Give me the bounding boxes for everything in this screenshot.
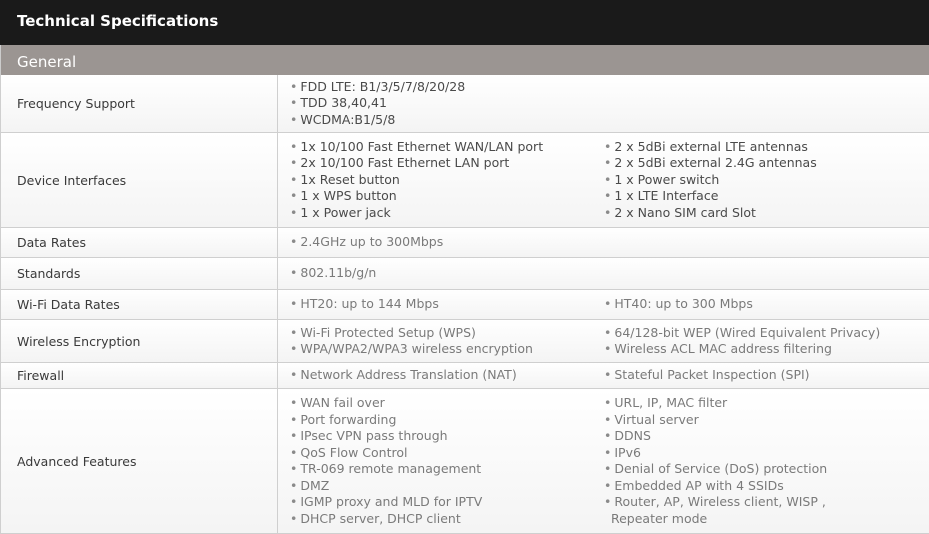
spec-item bbox=[290, 112, 590, 129]
bullet-icon: • bbox=[604, 341, 612, 356]
spec-item-text: Stateful Packet Inspection (SPI) bbox=[614, 367, 810, 383]
spec-item bbox=[604, 205, 924, 222]
spec-item-text: 2 x Nano SIM card Slot bbox=[614, 204, 756, 220]
bullet-icon: • bbox=[604, 204, 612, 220]
spec-item-text: Embedded AP with 4 SSIDs bbox=[614, 477, 784, 493]
spec-item bbox=[290, 395, 590, 412]
spec-item-text: 802.11b/g/n bbox=[300, 265, 377, 281]
bullet-icon: • bbox=[604, 138, 612, 154]
row-label: Standards bbox=[1, 258, 278, 289]
spec-item-text: Router, AP, Wireless client, WISP , bbox=[614, 494, 826, 509]
spec-item bbox=[290, 155, 590, 172]
row-label: Device Interfaces bbox=[1, 133, 278, 227]
spec-item-text: DDNS bbox=[614, 428, 651, 443]
bullet-icon bbox=[604, 511, 608, 526]
spec-item-text: HT20: up to 144 Mbps bbox=[300, 296, 439, 312]
bullet-icon: • bbox=[290, 95, 298, 111]
spec-item-text: 2x 10/100 Fast Ethernet LAN port bbox=[300, 155, 510, 171]
spec-item-text: TR-069 remote management bbox=[300, 461, 482, 476]
spec-item bbox=[290, 139, 590, 156]
row-label: Frequency Support bbox=[1, 75, 278, 132]
spec-item bbox=[290, 265, 590, 282]
table-row bbox=[0, 290, 929, 320]
spec-item-text: 1 x Power jack bbox=[300, 204, 391, 220]
bullet-icon: • bbox=[604, 296, 612, 312]
spec-item-text: HT40: up to 300 Mbps bbox=[614, 296, 753, 312]
spec-item bbox=[604, 395, 924, 412]
spec-item bbox=[290, 234, 590, 251]
bullet-icon: • bbox=[604, 411, 612, 427]
spec-item bbox=[604, 511, 924, 528]
spec-item-text: Network Address Translation (NAT) bbox=[300, 367, 517, 383]
bullet-icon: • bbox=[290, 477, 298, 493]
bullet-icon: • bbox=[604, 367, 612, 383]
bullet-icon: • bbox=[290, 78, 298, 94]
table-row bbox=[0, 133, 929, 228]
spec-item-text: Wireless ACL MAC address filtering bbox=[614, 341, 832, 356]
table-row bbox=[0, 389, 929, 534]
spec-item bbox=[604, 412, 924, 429]
spec-item-text: 1 x WPS button bbox=[300, 188, 397, 204]
spec-column bbox=[290, 320, 590, 362]
spec-item-text: 2 x 5dBi external 2.4G antennas bbox=[614, 155, 817, 171]
spec-item bbox=[604, 494, 924, 511]
spec-item bbox=[604, 188, 924, 205]
spec-item bbox=[604, 428, 924, 445]
spec-item-text: Repeater mode bbox=[610, 510, 708, 526]
spec-column bbox=[290, 228, 590, 257]
spec-column bbox=[604, 133, 924, 227]
spec-item-text: 2.4GHz up to 300Mbps bbox=[300, 234, 444, 250]
spec-column bbox=[604, 363, 924, 388]
bullet-icon: • bbox=[290, 395, 298, 410]
spec-item-text: WPA/WPA2/WPA3 wireless encryption bbox=[300, 341, 533, 356]
spec-item-text: WAN fail over bbox=[300, 395, 385, 410]
spec-item-text: IPsec VPN pass through bbox=[300, 428, 448, 443]
table-row bbox=[0, 363, 929, 389]
spec-item bbox=[290, 95, 590, 112]
spec-column bbox=[604, 290, 924, 319]
section-title: General bbox=[0, 45, 929, 75]
bullet-icon: • bbox=[290, 341, 298, 356]
spec-item-text: URL, IP, MAC filter bbox=[614, 395, 728, 410]
bullet-icon: • bbox=[604, 155, 612, 171]
bullet-icon: • bbox=[290, 494, 298, 509]
spec-column bbox=[604, 389, 924, 533]
bullet-icon: • bbox=[604, 171, 612, 187]
spec-item-text: TDD 38,40,41 bbox=[300, 95, 387, 111]
bullet-icon: • bbox=[604, 461, 612, 476]
spec-item bbox=[604, 172, 924, 189]
spec-item-text: QoS Flow Control bbox=[300, 444, 408, 460]
bullet-icon: • bbox=[290, 428, 298, 443]
row-label: Wireless Encryption bbox=[1, 320, 278, 362]
spec-item bbox=[290, 494, 590, 511]
table-row bbox=[0, 258, 929, 290]
spec-item-text: 1 x Power switch bbox=[614, 171, 720, 187]
bullet-icon: • bbox=[604, 494, 612, 509]
spec-item bbox=[290, 478, 590, 495]
spec-item-text: IGMP proxy and MLD for IPTV bbox=[300, 494, 483, 509]
spec-item bbox=[604, 139, 924, 156]
bullet-icon: • bbox=[290, 138, 298, 154]
row-label: Firewall bbox=[1, 363, 278, 388]
bullet-icon: • bbox=[290, 324, 298, 340]
spec-item-text: FDD LTE: B1/3/5/7/8/20/28 bbox=[300, 78, 466, 94]
row-label: Advanced Features bbox=[1, 389, 278, 533]
bullet-icon: • bbox=[290, 444, 298, 460]
spec-column bbox=[290, 290, 590, 319]
spec-item-text: DMZ bbox=[300, 477, 330, 493]
spec-item bbox=[604, 296, 924, 313]
spec-item bbox=[290, 511, 590, 528]
row-label: Wi-Fi Data Rates bbox=[1, 290, 278, 319]
spec-item bbox=[290, 445, 590, 462]
bullet-icon: • bbox=[604, 444, 612, 460]
spec-column bbox=[290, 258, 590, 289]
spec-item-text: WCDMA:B1/5/8 bbox=[300, 111, 396, 127]
spec-item-text: 1x 10/100 Fast Ethernet WAN/LAN port bbox=[300, 138, 544, 154]
bullet-icon: • bbox=[290, 367, 298, 383]
bullet-icon: • bbox=[290, 188, 298, 204]
spec-column bbox=[290, 363, 590, 388]
bullet-icon: • bbox=[290, 204, 298, 220]
spec-item bbox=[604, 478, 924, 495]
bullet-icon: • bbox=[290, 510, 298, 526]
bullet-icon: • bbox=[290, 171, 298, 187]
spec-column bbox=[290, 389, 590, 533]
spec-item bbox=[290, 205, 590, 222]
spec-item bbox=[604, 445, 924, 462]
bullet-icon: • bbox=[290, 234, 298, 250]
spec-item-text: 1x Reset button bbox=[300, 171, 400, 187]
page-title: Technical Specifications bbox=[0, 0, 929, 45]
spec-column bbox=[290, 75, 590, 132]
spec-item-text: Denial of Service (DoS) protection bbox=[614, 461, 828, 476]
bullet-icon: • bbox=[604, 324, 612, 340]
spec-item-text: 2 x 5dBi external LTE antennas bbox=[614, 138, 808, 154]
spec-item-text: Port forwarding bbox=[300, 411, 397, 427]
spec-item bbox=[290, 461, 590, 478]
spec-item-text: DHCP server, DHCP client bbox=[300, 510, 461, 526]
spec-item bbox=[604, 367, 924, 384]
bullet-icon: • bbox=[604, 477, 612, 493]
table-row bbox=[0, 320, 929, 363]
spec-item bbox=[604, 341, 924, 358]
bullet-icon: • bbox=[604, 428, 612, 443]
spec-item bbox=[290, 367, 590, 384]
spec-item-text: Wi-Fi Protected Setup (WPS) bbox=[300, 324, 476, 340]
table-row bbox=[0, 75, 929, 133]
spec-item-text: IPv6 bbox=[614, 444, 641, 460]
row-label: Data Rates bbox=[1, 228, 278, 257]
spec-item bbox=[604, 461, 924, 478]
spec-item bbox=[290, 428, 590, 445]
spec-column bbox=[604, 320, 924, 362]
bullet-icon: • bbox=[290, 111, 298, 127]
spec-item-text: 1 x LTE Interface bbox=[614, 188, 719, 204]
table-row bbox=[0, 228, 929, 258]
spec-item-text: Virtual server bbox=[614, 411, 699, 427]
spec-item bbox=[604, 325, 924, 342]
spec-item bbox=[604, 155, 924, 172]
bullet-icon: • bbox=[290, 265, 298, 281]
bullet-icon: • bbox=[290, 411, 298, 427]
bullet-icon: • bbox=[290, 461, 298, 476]
spec-item bbox=[290, 341, 590, 358]
spec-item bbox=[290, 172, 590, 189]
spec-item bbox=[290, 412, 590, 429]
spec-item bbox=[290, 188, 590, 205]
spec-item bbox=[290, 79, 590, 96]
spec-item bbox=[290, 325, 590, 342]
spec-item-text: 64/128-bit WEP (Wired Equivalent Privacy) bbox=[614, 324, 881, 340]
spec-item bbox=[290, 296, 590, 313]
bullet-icon: • bbox=[604, 395, 612, 410]
bullet-icon: • bbox=[290, 296, 298, 312]
bullet-icon: • bbox=[290, 155, 298, 171]
spec-column bbox=[290, 133, 590, 227]
bullet-icon: • bbox=[604, 188, 612, 204]
